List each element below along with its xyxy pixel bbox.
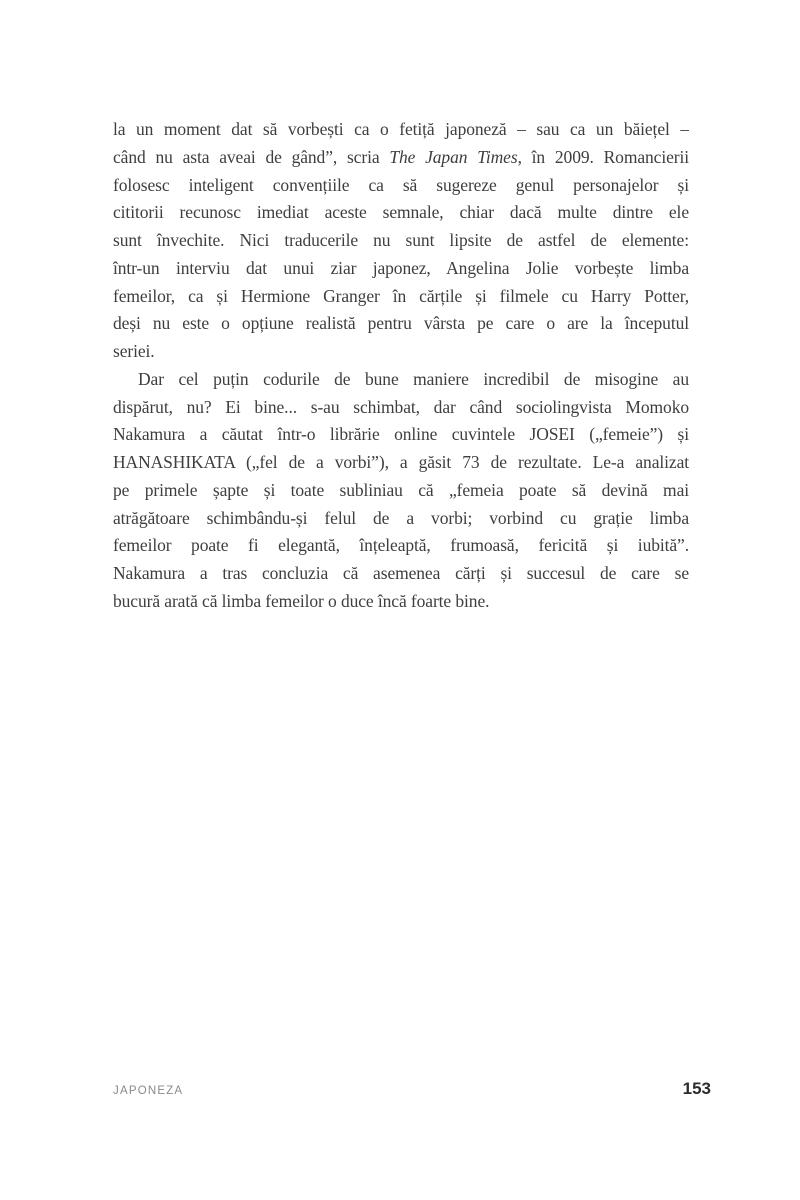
text-line: deși nu este o opțiune realistă pentru vârsta pe care o are la începutul	[113, 313, 689, 334]
text-line: pe primele șapte și toate subliniau că „femeia poate să devină mai	[113, 479, 689, 500]
text-line: atrăgătoare schimbându-și felul de a vorbi; vorbind cu grație limba	[113, 507, 689, 528]
text-line: femeilor, ca și Hermione Granger în cărțile și filmele cu Harry Potter,	[113, 285, 689, 306]
text-line: când nu asta aveai de gând”, scria The Japan Times, în 2009. Romancierii	[113, 146, 689, 167]
text-line: într-un interviu dat unui ziar japonez, Angelina Jolie vorbește limba	[113, 257, 689, 278]
text-line: seriei.	[113, 341, 155, 361]
text-line: la un moment dat să vorbești ca o fetiță japoneză – sau ca un băiețel –	[113, 119, 689, 139]
text-line: HANASHIKATA („fel de a vorbi”), a găsit 73 de rezultate. Le-a analizat	[113, 452, 689, 472]
page-number: 153	[682, 1079, 711, 1098]
text-line: cititorii recunosc imediat aceste semnale, chiar dacă multe dintre ele	[113, 202, 689, 223]
text-line: bucură arată că limba femeilor o duce încă foarte bine.	[113, 590, 490, 611]
text-line: femeilor poate fi elegantă, înțeleaptă, frumoasă, fericită și iubită”.	[113, 535, 689, 556]
paragraph	[113, 116, 689, 366]
text-line: Nakamura a căutat într-o librărie online cuvintele JOSEI („femeie”) și	[113, 424, 689, 445]
text-block	[113, 116, 689, 616]
text-line: dispărut, nu? Ei bine... s-au schimbat, dar când sociolingvista Momoko	[113, 396, 689, 417]
running-title: JAPONEZA	[113, 1085, 184, 1097]
text-line: sunt învechite. Nici traducerile nu sunt lipsite de astfel de elemente:	[113, 230, 689, 250]
paragraph	[113, 366, 689, 616]
text-line: Dar cel puțin codurile de bune maniere incredibil de misogine au	[138, 368, 689, 389]
text-line: folosesc inteligent convențiile ca să sugereze genul personajelor și	[113, 174, 689, 195]
page-footer	[113, 1079, 711, 1099]
text-line: Nakamura a tras concluzia că asemenea cărți și succesul de care se	[113, 563, 689, 583]
